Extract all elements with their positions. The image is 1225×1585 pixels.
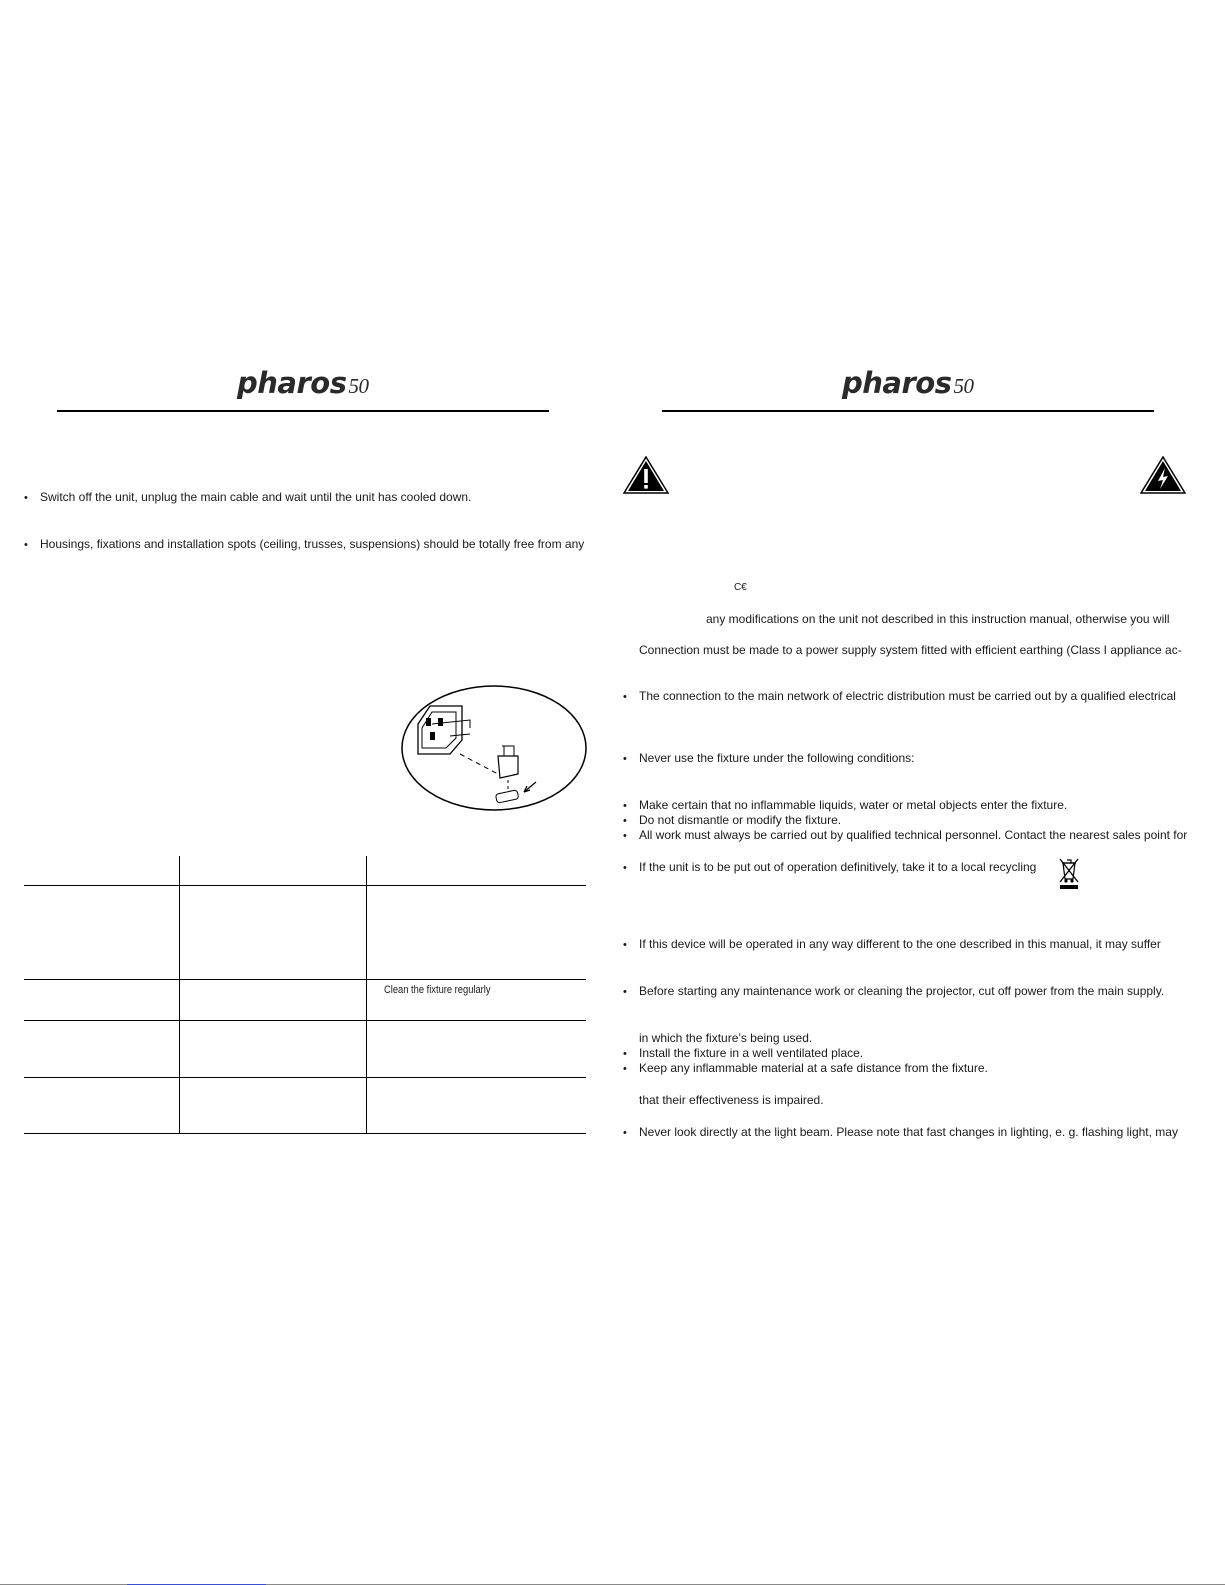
left-bullet-housings: Housings, fixations and installation spots (ceiling, trusses, suspensions) should be totally free from any [40, 537, 585, 551]
bullet-dot: • [623, 939, 627, 951]
warning-exclamation-icon [623, 456, 669, 494]
right-line-connection: Connection must be made to a power supply system fitted with efficient earthing (Class I appliance ac- [639, 643, 1182, 657]
logo-model: 50 [348, 374, 369, 398]
right-bullet-qualified: All work must always be carried out by qualified technical personnel. Contact the nearest sales point for [639, 828, 1188, 842]
right-bullet-dismantle: Do not dismantle or modify the fixture. [639, 813, 842, 827]
right-bullet-recycling: If the unit is to be put out of operation definitively, take it to a local recycling [639, 860, 1037, 874]
table-cell-remedy: Clean the fixture regularly [384, 984, 491, 996]
right-bullet-look: Never look directly at the light beam. Please note that fast changes in lighting, e. g. flashing light, may [639, 1125, 1178, 1139]
right-bullet-maintenance: Before starting any maintenance work or cleaning the projector, cut off power from the main supply. [639, 984, 1165, 998]
bullet-dot: • [623, 1127, 627, 1139]
weee-bin-icon [1058, 857, 1080, 891]
table-rule [24, 1077, 586, 1078]
table-column-divider [179, 856, 180, 1134]
logo-left [237, 366, 368, 400]
bullet-dot: • [623, 815, 627, 827]
bullet-dot: • [623, 800, 627, 812]
electric-hazard-icon [1140, 456, 1186, 494]
bullet-dot: • [24, 492, 28, 504]
right-bullet-inflammable: Keep any inflammable material at a safe distance from the fixture. [639, 1061, 988, 1075]
bullet-dot: • [623, 1048, 627, 1060]
right-bullet-network: The connection to the main network of electric distribution must be carried out by a qualified electrical [639, 689, 1176, 703]
logo-brand: pharos [237, 366, 347, 400]
logo-brand: pharos [842, 366, 952, 400]
table-rule [24, 885, 586, 886]
logo-right [842, 366, 973, 400]
header-rule-left [57, 410, 549, 412]
ce-mark: C€ [734, 582, 747, 593]
right-bullet-never-use: Never use the fixture under the following conditions: [639, 751, 915, 765]
bullet-dot: • [623, 862, 627, 874]
header-rule-right [662, 410, 1154, 412]
table-rule [24, 1020, 586, 1021]
logo-model: 50 [953, 374, 974, 398]
bullet-dot: • [24, 539, 28, 551]
left-bullet-switch-off: Switch off the unit, unplug the main cable and wait until the unit has cooled down. [40, 490, 472, 504]
right-line-modifications: any modifications on the unit not described in this instruction manual, otherwise you will [706, 612, 1170, 626]
right-bullet-ventilated: Install the fixture in a well ventilated place. [639, 1046, 864, 1060]
bullet-dot: • [623, 691, 627, 703]
bullet-dot: • [623, 830, 627, 842]
fuse-holder-diagram [400, 684, 588, 812]
table-column-divider [366, 856, 367, 1134]
table-rule [24, 979, 586, 980]
bullet-dot: • [623, 986, 627, 998]
right-bullet-liquids: Make certain that no inflammable liquids, water or metal objects enter the fixture. [639, 798, 1068, 812]
bullet-dot: • [623, 1063, 627, 1075]
right-line-impaired: that their effectiveness is impaired. [639, 1093, 824, 1107]
bullet-dot: • [623, 753, 627, 765]
right-bullet-operated: If this device will be operated in any way different to the one described in this manual, it may suffer [639, 937, 1161, 951]
right-line-used: in which the fixture’s being used. [639, 1031, 813, 1045]
table-rule [24, 1133, 586, 1134]
